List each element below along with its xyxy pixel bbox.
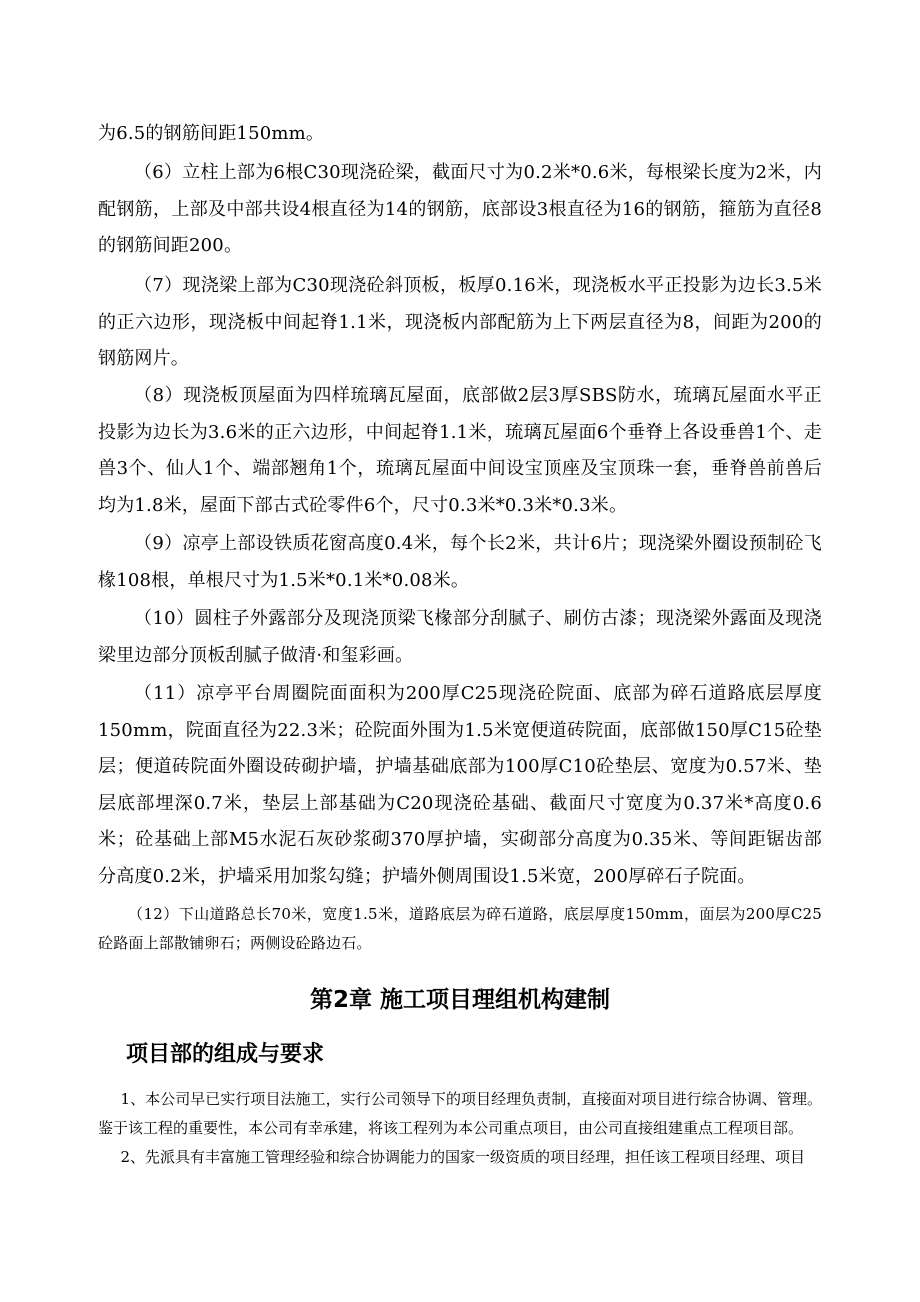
section-item-1: 1、本公司早已实行项目法施工，实行公司领导下的项目经理负责制，直接面对项目进行综合协调、管理。鉴于该工程的重要性，本公司有幸承建，将该工程列为本公司重点项目，由公司直接组建重点工程项目部。 [98, 1090, 822, 1137]
paragraph-8: （8）现浇板顶屋面为四样琉璃瓦屋面，底部做2层3厚SBS防水，琉璃瓦屋面水平正投影为边长为3.6米的正六边形，中间起脊1.1米，琉璃瓦屋面6个垂脊上各设垂兽1个、走兽3个、仙人1个、端部翘角1个，琉璃瓦屋面中间设宝顶座及宝顶珠一套，垂脊兽前兽后均为1.8米，屋面下部古式砼零件6个，尺寸0.3米*0.3米*0.3米。 [98, 385, 822, 516]
paragraph-10: （10）圆柱子外露部分及现浇顶梁飞椽部分刮腻子、刷仿古漆；现浇梁外露面及现浇梁里边部分顶板刮腻子做清·和玺彩画。 [98, 608, 822, 666]
paragraph-12: （12）下山道路总长70米，宽度1.5米，道路底层为碎石道路，底层厚度150mm，面层为200厚C25砼路面上部散铺卵石；两侧设砼路边石。 [98, 905, 822, 952]
paragraph-7: （7）现浇梁上部为C30现浇砼斜顶板，板厚0.16米，现浇板水平正投影为边长3.5米的正六边形，现浇板中间起脊1.1米，现浇板内部配筋为上下两层直径为8，间距为200的钢筋网片。 [98, 275, 822, 369]
section-title: 项目部的组成与要求 [126, 1042, 325, 1067]
chapter-title: 第2章 施工项目理组机构建制 [309, 987, 610, 1013]
paragraph-6: （6）立柱上部为6根C30现浇砼梁，截面尺寸为0.2米*0.6米，每根梁长度为2米，内配钢筋，上部及中部共设4根直径为14的钢筋，底部设3根直径为16的钢筋，箍筋为直径8的钢筋间距200。 [98, 162, 822, 256]
paragraph-5-continuation: 为6.5的钢筋间距150mm。 [98, 123, 325, 144]
section-item-2: 2、先派具有丰富施工管理经验和综合协调能力的国家一级资质的项目经理，担任该工程项目经理、项目 [120, 1148, 806, 1166]
paragraph-9: （9）凉亭上部设铁质花窗高度0.4米，每个长2米，共计6片；现浇梁外圈设预制砼飞椽108根，单根尺寸为1.5米*0.1米*0.08米。 [98, 533, 822, 591]
paragraph-11: （11）凉亭平台周圈院面面积为200厚C25现浇砼院面、底部为碎石道路底层厚度150mm，院面直径为22.3米；砼院面外围为1.5米宽便道砖院面，底部做150厚C15砼垫层；便道砖院面外圈设砖砌护墙，护墙基础底部为100厚C10砼垫层、宽度为0.57米、垫层底部埋深0.7米，垫层上部基础为C20现浇砼基础、截面尺寸宽度为0.37米*高度0.6米；砼基础上部M5水泥石灰砂浆砌370厚护墙，实砌部分高度为0.35米、等间距锯齿部分高度0.2米，护墙采用加浆勾缝；护墙外侧周围设1.5米宽，200厚碎石子院面。 [98, 683, 822, 887]
